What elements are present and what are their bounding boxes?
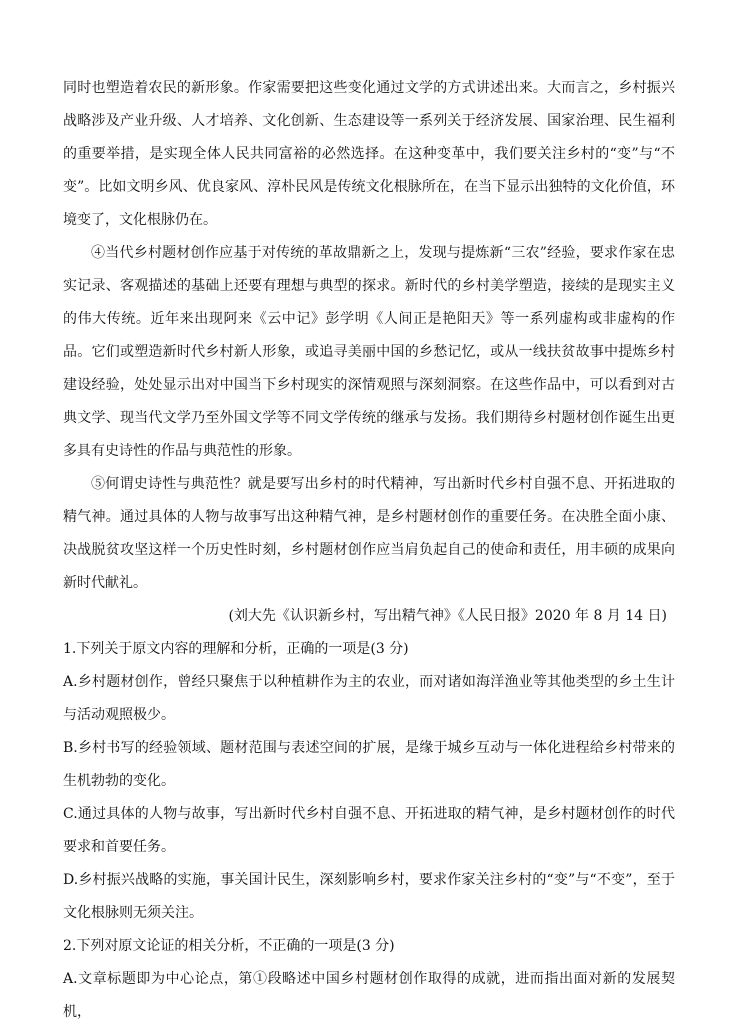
article-body [63, 72, 675, 1029]
question-1-option-c: C.通过具体的人物与故事，写出新时代乡村自强不息、开拓进取的精气神，是乡村题材创作的时代要求和首要任务。 [63, 806, 675, 855]
question-1-option-b: B.乡村书写的经验领域、题材范围与表述空间的扩展，是缘于城乡互动与一体化进程给乡村带来的生机勃勃的变化。 [63, 740, 675, 789]
question-1-option-d: D.乡村振兴战略的实施，事关国计民生，深刻影响乡村，要求作家关注乡村的“变”与“不变”，至于文化根脉则无须关注。 [63, 872, 675, 921]
question-1-option-a: A.乡村题材创作，曾经只聚焦于以种植耕作为主的农业，而对诸如海洋渔业等其他类型的乡土生计与活动观照极少。 [63, 674, 675, 723]
paragraph-5: ⑤何谓史诗性与典范性？就是要写出乡村的时代精神，写出新时代乡村自强不息、开拓进取的精气神。通过具体的人物与故事写出这种精气神，是乡村题材创作的重要任务。在决胜全面小康、决战脱贫攻坚这样一个历史性时刻，乡村题材创作应当肩负起自己的使命和责任，用丰硕的成果向新时代献礼。 [63, 476, 675, 591]
question-1 [63, 633, 675, 930]
paragraph-4: ④当代乡村题材创作应基于对传统的革故鼎新之上，发现与提炼新“三农”经验，要求作家在忠实记录、客观描述的基础上还要有理想与典型的探求。新时代的乡村美学塑造，接续的是现实主义的伟大传统。近年来出现阿来《云中记》彭学明《人间正是艳阳天》等一系列虚构或非虚构的作品。它们或塑造新时代乡村新人形象，或追寻美丽中国的乡愁记忆，或从一线扶贫故事中提炼乡村建设经验，处处显示出对中国当下乡村现实的深情观照与深刻洞察。在这些作品中，可以看到对古典文学、现当代文学乃至外国文学等不同文学传统的继承与发扬。我们期待乡村题材创作诞生出更多具有史诗性的作品与典范性的形象。 [63, 245, 675, 459]
question-2 [63, 930, 675, 1029]
question-2-stem: 2.下列对原文论证的相关分析，不正确的一项是(3 分) [63, 938, 395, 954]
paragraph-continued: 同时也塑造着农民的新形象。作家需要把这些变化通过文学的方式讲述出来。大而言之，乡村振兴战略涉及产业升级、人才培养、文化创新、生态建设等一系列关于经济发展、国家治理、民生福利的重要举措，是实现全体人民共同富裕的必然选择。在这种变革中，我们要关注乡村的“变”与“不变”。比如文明乡风、优良家风、淳朴民风是传统文化根脉所在，在当下显示出独特的文化价值，环境变了，文化根脉仍在。 [63, 80, 675, 228]
question-2-option-a: A.文章标题即为中心论点，第①段略述中国乡村题材创作取得的成就，进而指出面对新的发展契机， [63, 971, 675, 1020]
question-1-stem: 1.下列关于原文内容的理解和分析，正确的一项是(3 分) [63, 641, 409, 657]
source-citation: (刘大先《认识新乡村，写出精气神》《人民日报》2020 年 8 月 14 日) [228, 608, 667, 624]
